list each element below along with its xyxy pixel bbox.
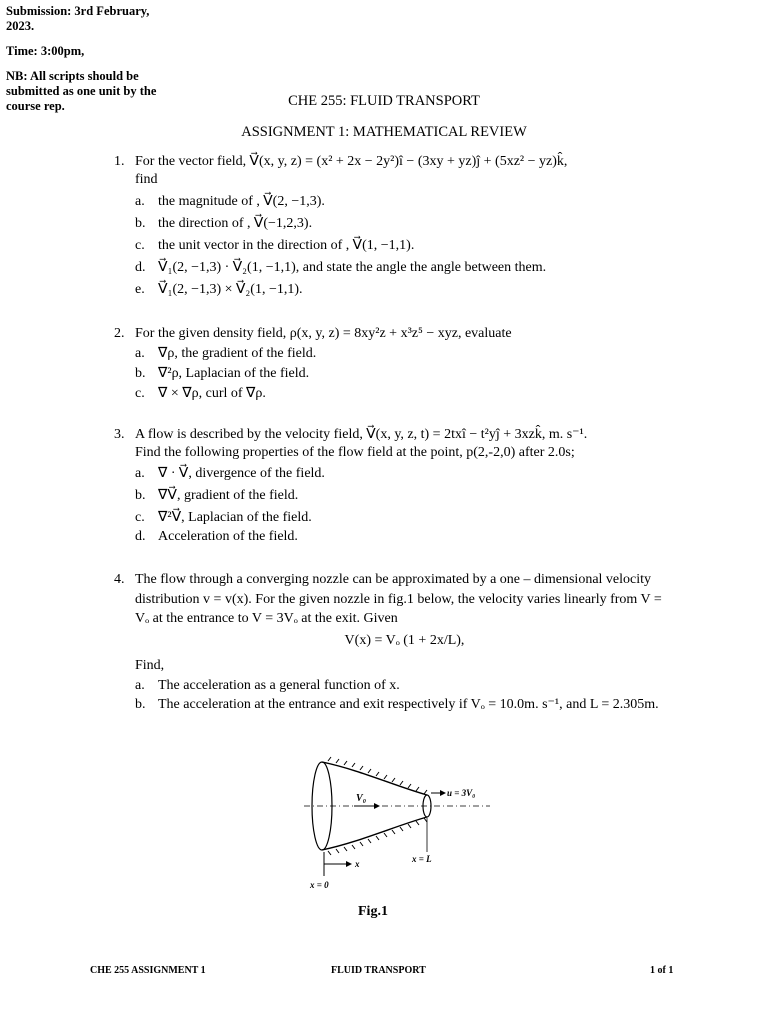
question-4 bbox=[114, 570, 674, 715]
sub-item-label: a. bbox=[135, 194, 145, 209]
sub-item-text: the direction of , V⃗(−1,2,3). bbox=[158, 216, 313, 231]
sub-item-text: the magnitude of , V⃗(2, −1,3). bbox=[158, 194, 325, 209]
question-number: 2. bbox=[114, 326, 125, 341]
footer-page-number: 1 of 1 bbox=[650, 965, 674, 976]
question-number: 4. bbox=[114, 572, 125, 587]
lower-hatching bbox=[328, 818, 427, 855]
sub-item bbox=[135, 259, 674, 277]
sub-item-label: b. bbox=[135, 216, 146, 231]
submission-date: Submission: 3rd February, 2023. bbox=[6, 4, 150, 33]
lower-wall bbox=[322, 817, 427, 850]
question-text-cont: find bbox=[135, 172, 158, 187]
sub-item bbox=[135, 345, 674, 363]
question-2 bbox=[114, 325, 674, 403]
xl-label: x = L bbox=[412, 854, 432, 864]
sub-item bbox=[135, 465, 674, 483]
sub-item-text: ∇ × ∇ρ, curl of ∇ρ. bbox=[158, 386, 266, 401]
sub-item bbox=[135, 385, 674, 403]
sub-item-label: b. bbox=[135, 697, 146, 712]
question-1 bbox=[114, 153, 674, 299]
question-text: A flow is described by the velocity field, V⃗(x, y, z, t) = 2txî − t²yĵ + 3xzk̂, m. s⁻¹. bbox=[135, 427, 588, 442]
nozzle-figure bbox=[300, 756, 500, 896]
x0-label: x = 0 bbox=[310, 880, 329, 890]
sub-item-label: d. bbox=[135, 529, 146, 544]
sub-item bbox=[135, 365, 674, 383]
question-text: For the given density field, ρ(x, y, z) = 8xy²z + x³z⁵ − xyz, evaluate bbox=[135, 326, 512, 341]
v0-label: V₀ bbox=[356, 793, 367, 804]
question-number: 1. bbox=[114, 154, 125, 169]
velocity-equation: V(x) = Vₒ (1 + 2x/L), bbox=[344, 632, 465, 648]
sub-item bbox=[135, 487, 674, 505]
sub-item-text: ∇²ρ, Laplacian of the field. bbox=[158, 366, 310, 381]
sub-item-label: d. bbox=[135, 260, 146, 275]
question-text: The flow through a converging nozzle can be approximated by a one – dimensional velocity distribution v = v(x). For the given nozzle in fig.1 below, the velocity varies linearly from V = Vₒ at the entrance to V = 3Vₒ at the exit. Given bbox=[135, 572, 662, 626]
sub-item-text: Acceleration of the field. bbox=[158, 529, 298, 544]
upper-wall bbox=[322, 762, 427, 795]
v0-arrow-head bbox=[374, 803, 380, 809]
sub-item bbox=[135, 509, 674, 527]
sub-item-label: a. bbox=[135, 466, 145, 481]
course-title: CHE 255: FLUID TRANSPORT bbox=[288, 93, 480, 109]
footer-center: FLUID TRANSPORT bbox=[331, 965, 426, 976]
sub-item bbox=[135, 528, 674, 546]
sub-item-label: b. bbox=[135, 488, 146, 503]
question-3 bbox=[114, 426, 674, 546]
question-number: 3. bbox=[114, 427, 125, 442]
sub-item bbox=[135, 237, 674, 255]
footer-left: CHE 255 ASSIGNMENT 1 bbox=[90, 965, 206, 976]
sub-item bbox=[135, 193, 674, 211]
sub-item-text: V⃗₁(2, −1,3) · V⃗₂(1, −1,1), and state the angle the angle between them. bbox=[158, 260, 547, 275]
figure-caption: Fig.1 bbox=[358, 904, 388, 919]
sub-item-text: V⃗₁(2, −1,3) × V⃗₂(1, −1,1). bbox=[158, 282, 303, 297]
x-axis-arrow-head bbox=[346, 861, 352, 867]
sub-item-text: ∇ρ, the gradient of the field. bbox=[158, 346, 317, 361]
sub-item-text: ∇V⃗, gradient of the field. bbox=[158, 488, 299, 503]
sub-item-text: ∇ · V⃗, divergence of the field. bbox=[158, 466, 325, 481]
question-text-cont: Find the following properties of the flow field at the point, p(2,-2,0) after 2.0s; bbox=[135, 445, 575, 460]
sub-item bbox=[135, 281, 674, 299]
x-axis-label: x bbox=[355, 859, 360, 869]
sub-item-label: b. bbox=[135, 366, 146, 381]
question-text-cont: Find, bbox=[135, 658, 165, 673]
sub-item-label: a. bbox=[135, 346, 145, 361]
sub-item bbox=[135, 676, 674, 696]
assignment-title: ASSIGNMENT 1: MATHEMATICAL REVIEW bbox=[241, 124, 527, 140]
exit-velocity-label: u = 3V₀ bbox=[447, 788, 476, 798]
sub-item-text: The acceleration at the entrance and exit respectively if Vₒ = 10.0m. s⁻¹, and L = 2.305m. bbox=[158, 697, 659, 712]
sub-item bbox=[135, 695, 674, 715]
sub-item-text: the unit vector in the direction of , V⃗(1, −1,1). bbox=[158, 238, 415, 253]
sub-item-label: c. bbox=[135, 386, 145, 401]
sub-item bbox=[135, 215, 674, 233]
sub-item-label: a. bbox=[135, 677, 145, 693]
exit-arrow-head bbox=[440, 790, 446, 796]
sub-item-label: e. bbox=[135, 282, 145, 297]
submission-time: Time: 3:00pm, bbox=[6, 44, 85, 58]
upper-hatching bbox=[328, 757, 427, 794]
submission-note: NB: All scripts should be submitted as one unit by the course rep. bbox=[6, 69, 157, 113]
sub-item-text: The acceleration as a general function of x. bbox=[158, 677, 400, 693]
sub-item-label: c. bbox=[135, 238, 145, 253]
sub-item-text: ∇²V⃗, Laplacian of the field. bbox=[158, 510, 312, 525]
question-text: For the vector field, V⃗(x, y, z) = (x² + 2x − 2y²)î − (3xy + yz)ĵ + (5xz² − yz)k̂, bbox=[135, 154, 568, 169]
sub-item-label: c. bbox=[135, 510, 145, 525]
